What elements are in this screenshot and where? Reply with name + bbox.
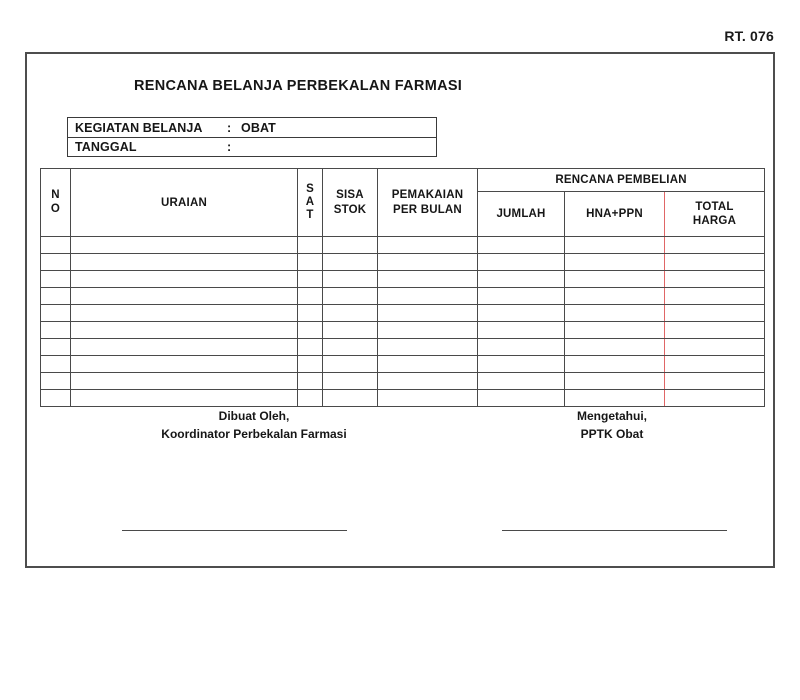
column-header-sisa-stok xyxy=(323,169,378,237)
info-label-kegiatan-belanja: KEGIATAN BELANJA xyxy=(75,120,203,135)
table-cell-pemakaian[interactable] xyxy=(378,271,478,288)
table-cell-sat[interactable] xyxy=(298,390,323,407)
table-cell-sat[interactable] xyxy=(298,356,323,373)
table-row[interactable] xyxy=(41,305,765,322)
table-cell-sat[interactable] xyxy=(298,237,323,254)
table-cell-uraian[interactable] xyxy=(71,254,298,271)
table-cell-uraian[interactable] xyxy=(71,271,298,288)
signature-line-right xyxy=(502,530,727,531)
column-header-sisa-stok-line1: SISA xyxy=(336,189,364,202)
signature-left-line2: Koordinator Perbekalan Farmasi xyxy=(161,427,347,441)
column-header-no-line1: N xyxy=(51,189,60,202)
table-cell-hna-ppn[interactable] xyxy=(565,271,665,288)
table-cell-hna-ppn[interactable] xyxy=(565,305,665,322)
table-cell-pemakaian[interactable] xyxy=(378,237,478,254)
table-cell-pemakaian[interactable] xyxy=(378,373,478,390)
table-cell-jumlah[interactable] xyxy=(478,271,565,288)
table-row[interactable] xyxy=(41,390,765,407)
table-cell-jumlah[interactable] xyxy=(478,305,565,322)
table-cell-jumlah[interactable] xyxy=(478,339,565,356)
table-cell-sisa-stok[interactable] xyxy=(323,339,378,356)
column-header-no xyxy=(41,169,71,237)
table-cell-pemakaian[interactable] xyxy=(378,305,478,322)
table-row[interactable] xyxy=(41,271,765,288)
table-cell-no[interactable] xyxy=(41,356,71,373)
table-cell-pemakaian[interactable] xyxy=(378,288,478,305)
table-row[interactable] xyxy=(41,288,765,305)
table-row[interactable] xyxy=(41,356,765,373)
table-row[interactable] xyxy=(41,237,765,254)
table-cell-no[interactable] xyxy=(41,322,71,339)
table-cell-no[interactable] xyxy=(41,271,71,288)
table-body xyxy=(41,237,765,407)
column-header-sat-line3: T xyxy=(306,209,314,222)
table-cell-pemakaian[interactable] xyxy=(378,356,478,373)
info-fields-block xyxy=(67,117,437,157)
table-cell-hna-ppn[interactable] xyxy=(565,356,665,373)
table-cell-uraian[interactable] xyxy=(71,322,298,339)
column-header-sisa-stok-line2: STOK xyxy=(333,203,367,216)
table-cell-uraian[interactable] xyxy=(71,237,298,254)
column-group-header-rencana-pembelian: RENCANA PEMBELIAN xyxy=(478,169,765,192)
table-cell-pemakaian[interactable] xyxy=(378,339,478,356)
table-cell-uraian[interactable] xyxy=(71,288,298,305)
table-cell-jumlah[interactable] xyxy=(478,237,565,254)
column-header-pemakaian-line1: PEMAKAIAN xyxy=(391,189,464,202)
table-cell-total-harga[interactable] xyxy=(665,254,765,271)
column-header-total-harga xyxy=(665,192,765,237)
info-row-tanggal xyxy=(68,137,436,156)
table-cell-pemakaian[interactable] xyxy=(378,254,478,271)
table-cell-sat[interactable] xyxy=(298,305,323,322)
column-header-total-harga-line1: TOTAL xyxy=(695,200,734,213)
table-row[interactable] xyxy=(41,339,765,356)
table-cell-hna-ppn[interactable] xyxy=(565,390,665,407)
table-cell-total-harga[interactable] xyxy=(665,390,765,407)
column-header-uraian: URAIAN xyxy=(71,169,298,237)
table-cell-sat[interactable] xyxy=(298,271,323,288)
table-cell-total-harga[interactable] xyxy=(665,305,765,322)
table-cell-sat[interactable] xyxy=(298,339,323,356)
table-cell-hna-ppn[interactable] xyxy=(565,237,665,254)
table-cell-sisa-stok[interactable] xyxy=(323,322,378,339)
budget-plan-table xyxy=(40,168,765,407)
signature-block-left xyxy=(104,407,404,443)
table-header xyxy=(41,169,765,237)
table-cell-jumlah[interactable] xyxy=(478,254,565,271)
page-title: RENCANA BELANJA PERBEKALAN FARMASI xyxy=(134,78,463,94)
table-cell-uraian[interactable] xyxy=(71,356,298,373)
table-cell-uraian[interactable] xyxy=(71,390,298,407)
table-cell-jumlah[interactable] xyxy=(478,373,565,390)
table-cell-sisa-stok[interactable] xyxy=(323,237,378,254)
table-cell-sisa-stok[interactable] xyxy=(323,254,378,271)
column-header-jumlah: JUMLAH xyxy=(478,192,565,237)
info-label-tanggal: TANGGAL xyxy=(75,140,137,154)
info-value-kegiatan-belanja: OBAT xyxy=(241,120,276,135)
table-cell-jumlah[interactable] xyxy=(478,390,565,407)
table-cell-total-harga[interactable] xyxy=(665,322,765,339)
column-header-sat-line2: A xyxy=(305,195,315,208)
table-cell-no[interactable] xyxy=(41,339,71,356)
signature-line-left xyxy=(122,530,347,531)
form-code: RT. 076 xyxy=(724,28,774,44)
column-header-no-line2: O xyxy=(50,202,61,215)
table-cell-uraian[interactable] xyxy=(71,305,298,322)
table-cell-no[interactable] xyxy=(41,254,71,271)
table-cell-no[interactable] xyxy=(41,237,71,254)
table-cell-pemakaian[interactable] xyxy=(378,390,478,407)
table-cell-no[interactable] xyxy=(41,288,71,305)
signature-left-line1: Dibuat Oleh, xyxy=(218,409,290,423)
table-cell-hna-ppn[interactable] xyxy=(565,373,665,390)
table-cell-sisa-stok[interactable] xyxy=(323,288,378,305)
signature-block-right xyxy=(497,407,727,443)
table-cell-jumlah[interactable] xyxy=(478,356,565,373)
table-cell-pemakaian[interactable] xyxy=(378,322,478,339)
table-cell-hna-ppn[interactable] xyxy=(565,254,665,271)
column-header-sat xyxy=(298,169,323,237)
signature-right-line1: Mengetahui, xyxy=(576,409,647,423)
table-cell-sat[interactable] xyxy=(298,254,323,271)
column-header-hna-ppn: HNA+PPN xyxy=(565,192,665,237)
table-cell-total-harga[interactable] xyxy=(665,356,765,373)
table-cell-sat[interactable] xyxy=(298,322,323,339)
table-cell-total-harga[interactable] xyxy=(665,288,765,305)
column-header-pemakaian-line2: PER BULAN xyxy=(393,203,462,216)
table-cell-no[interactable] xyxy=(41,305,71,322)
table-cell-total-harga[interactable] xyxy=(665,373,765,390)
table-cell-sisa-stok[interactable] xyxy=(323,356,378,373)
table-row[interactable] xyxy=(41,322,765,339)
table-cell-sat[interactable] xyxy=(298,373,323,390)
table-cell-no[interactable] xyxy=(41,373,71,390)
table-cell-sisa-stok[interactable] xyxy=(323,305,378,322)
table-row[interactable] xyxy=(41,254,765,271)
table-cell-jumlah[interactable] xyxy=(478,322,565,339)
table-cell-sisa-stok[interactable] xyxy=(323,373,378,390)
column-header-sat-line1: S xyxy=(306,182,314,195)
table-cell-hna-ppn[interactable] xyxy=(565,288,665,305)
table-cell-total-harga[interactable] xyxy=(665,237,765,254)
table-cell-hna-ppn[interactable] xyxy=(565,339,665,356)
table-cell-total-harga[interactable] xyxy=(665,271,765,288)
table-cell-sisa-stok[interactable] xyxy=(323,271,378,288)
table-cell-total-harga[interactable] xyxy=(665,339,765,356)
signature-right-line2: PPTK Obat xyxy=(580,427,644,441)
table-cell-sisa-stok[interactable] xyxy=(323,390,378,407)
table-cell-jumlah[interactable] xyxy=(478,288,565,305)
table-header-row-1 xyxy=(41,169,765,192)
info-colon-kegiatan-belanja: : xyxy=(227,120,232,135)
table-cell-uraian[interactable] xyxy=(71,339,298,356)
table-cell-sat[interactable] xyxy=(298,288,323,305)
form-page-frame xyxy=(25,52,775,568)
table-cell-hna-ppn[interactable] xyxy=(565,322,665,339)
column-header-pemakaian-per-bulan xyxy=(378,169,478,237)
table-cell-uraian[interactable] xyxy=(71,373,298,390)
budget-plan-table-wrapper xyxy=(40,168,764,400)
info-row-kegiatan-belanja xyxy=(68,118,436,137)
table-row[interactable] xyxy=(41,373,765,390)
table-cell-no[interactable] xyxy=(41,390,71,407)
column-header-total-harga-line2: HARGA xyxy=(692,215,737,227)
info-colon-tanggal: : xyxy=(227,140,232,154)
